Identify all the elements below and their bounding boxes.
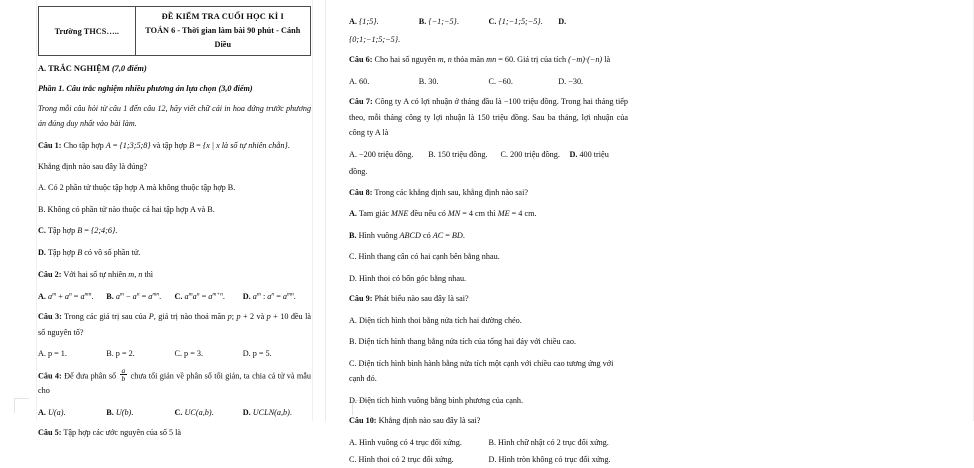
question-3-stem: Câu 3: Trong các giá trị sau của P, giá trị nào thoả mãn p; p + 2 và p + 10 đều là số nguyên tố? <box>38 312 311 337</box>
question-4-stem: Câu 4: Để đưa phân số $\frac{a}{b}$ chưa tối giản về phân số tối giản, ta chia cả tử và mẫu cho <box>38 365 311 396</box>
question-1-stem-line2: Khẳng định nào sau đây là đúng? <box>38 161 148 171</box>
question-10-option-a[interactable]: A. Hình vuông có 4 trục đối xứng. <box>349 437 462 447</box>
question-3-option-c[interactable]: C. p = 3. <box>174 349 204 358</box>
question-7-option-b[interactable]: B. 150 triệu đồng. <box>428 149 488 159</box>
instruction-text: Trong mỗi câu hỏi từ câu 1 đến câu 12, hãy viết chữ cái in hoa đứng trước phương án đúng duy nhất vào bài làm. <box>38 104 311 128</box>
question-9-option-b[interactable]: B. Diện tích hình thang bằng nửa tích của tổng hai đáy với chiều cao. <box>349 337 577 346</box>
exam-title-cell <box>135 7 310 56</box>
exam-title: ĐỀ KIỂM TRA CUỐI HỌC KÌ I <box>161 12 284 21</box>
question-6-option-c[interactable]: C. −60. <box>488 76 513 86</box>
question-3-options <box>38 346 311 362</box>
question-6-number: Câu 6: <box>349 55 373 64</box>
section-label: A. TRẮC NGHIỆM <box>38 64 110 73</box>
question-10-option-c[interactable]: C. Hình thoi có 2 trục đối xứng. <box>349 455 454 464</box>
question-7-option-c[interactable]: C. 200 triệu đồng. <box>500 149 560 159</box>
question-7-option-d-cont[interactable]: đồng. <box>349 167 368 176</box>
question-6-option-a[interactable]: A. 60. <box>349 76 370 86</box>
question-2-option-b[interactable]: B. $a^m - a^n = a^{mn}$. <box>106 290 162 301</box>
question-7-option-d[interactable]: D. 400 triệu <box>569 149 609 159</box>
question-8-option-b[interactable]: B. Hình vuông ABCD có AC = BD. <box>349 230 465 240</box>
question-1-option-c[interactable]: C. Tập hợp B = {2;4;6}. <box>38 226 118 235</box>
question-3-number: Câu 3: <box>38 312 62 321</box>
question-10-stem: Câu 10: Khẳng định nào sau đây là sai? <box>349 416 481 425</box>
column-left <box>0 0 325 438</box>
question-1-option-b[interactable]: B. Không có phần tử nào thuộc cả hai tập hợp A và B. <box>38 204 215 214</box>
question-4-option-b[interactable]: B. U(b). <box>106 407 134 417</box>
question-10-options-row2 <box>349 452 628 468</box>
question-3-option-d[interactable]: D. p = 5. <box>242 349 272 358</box>
question-6-options <box>349 74 628 90</box>
part-heading: Phần 1. Câu trắc nghiệm nhiều phương án lựa chọn (3,0 điểm) <box>38 84 253 93</box>
table-row <box>39 7 311 56</box>
question-8-option-a[interactable]: A. Tam giác MNE đều nếu có MN = 4 cm thì ME = 4 cm. <box>349 209 537 218</box>
question-5-option-b[interactable]: B. {−1;−5}. <box>418 17 459 26</box>
question-9-option-a[interactable]: A. Diện tích hình thoi bằng nửa tích hai đường chéo. <box>349 315 522 325</box>
question-7-stem: Câu 7: Công ty A có lợi nhuận ở tháng đầu là −100 triệu đồng. Trong hai tháng tiếp theo, mỗi tháng công ty lợi nhuận là 150 triệu đồng. Sau ba tháng, lợi nhuận của công ty A là <box>349 97 628 137</box>
question-5-option-c[interactable]: C. {1;−1;5;−5}. <box>488 17 543 26</box>
question-6-stem: Câu 6: Cho hai số nguyên m, n thỏa mãn mn = 60. Giá trị của tích (−m)·(−n) là <box>349 55 611 64</box>
section-points: (7,0 điểm) <box>111 64 147 73</box>
question-7-option-a[interactable]: A. −200 triệu đồng. <box>349 149 414 159</box>
question-2-stem: Câu 2: Với hai số tự nhiên m, n thì <box>38 270 154 279</box>
question-10-option-b[interactable]: B. Hình chữ nhật có 2 trục đối xứng. <box>488 437 609 447</box>
question-1-stem: Câu 1: Cho tập hợp A = {1;3;5;8} và tập hợp B = {x | x là số tự nhiên chẵn}. <box>38 141 290 150</box>
question-9-option-d[interactable]: D. Diện tích hình vuông bằng bình phương của cạnh. <box>349 395 524 405</box>
question-1-number: Câu 1: <box>38 141 62 150</box>
question-1-option-a[interactable]: A. Có 2 phần tử thuộc tập hợp A mà không thuộc tập hợp B. <box>38 183 236 192</box>
question-2-option-d[interactable]: D. $a^m$ : $a^n = a^{mn}$. <box>242 290 296 301</box>
question-8-stem: Câu 8: Trong các khẳng định sau, khẳng định nào sai? <box>349 187 528 197</box>
question-3-option-b[interactable]: B. p = 2. <box>106 349 135 358</box>
question-5-stem: Câu 5: Tập hợp các ước nguyên của số 5 là <box>38 428 182 438</box>
question-6-option-b[interactable]: B. 30. <box>418 76 439 86</box>
question-4-option-a[interactable]: A. U(a). <box>38 407 66 417</box>
question-10-options-row1 <box>349 435 628 451</box>
question-5-option-a[interactable]: A. {1;5}. <box>349 17 379 26</box>
question-4-number: Câu 4: <box>38 370 62 380</box>
question-1-option-d[interactable]: D. Tập hợp B có vô số phần tử. <box>38 247 141 257</box>
question-8-option-d[interactable]: D. Hình thoi có bốn góc bằng nhau. <box>349 273 467 283</box>
question-3-option-a[interactable]: A. p = 1. <box>38 349 67 358</box>
question-4-option-d[interactable]: D. UCLN(a,b). <box>242 407 292 417</box>
column-right <box>325 0 650 464</box>
question-10-option-d[interactable]: D. Hình tròn không có trục đối xứng. <box>488 455 611 464</box>
question-5-option-d-value[interactable]: {0;1;−1;5;−5}. <box>349 34 401 44</box>
exam-header-table <box>38 6 311 56</box>
question-8-number: Câu 8: <box>349 187 373 197</box>
question-9-number: Câu 9: <box>349 294 373 303</box>
question-9-stem: Câu 9: Phát biểu nào sau đây là sai? <box>349 294 469 303</box>
question-4-option-c[interactable]: C. UC(a,b). <box>174 407 214 417</box>
fraction-a-over-b: $\frac{a}{b}$ <box>121 365 126 384</box>
question-5-options <box>349 14 628 30</box>
question-7-options <box>349 147 628 163</box>
question-4-options <box>38 405 311 421</box>
section-heading <box>38 63 311 75</box>
question-7-number: Câu 7: <box>349 97 373 106</box>
question-2-option-a[interactable]: A. $a^m + a^n = a^{mn}$. <box>38 290 94 301</box>
question-6-option-d[interactable]: D. −30. <box>558 76 584 86</box>
question-5-option-d[interactable]: D. <box>558 17 567 26</box>
question-9-option-c[interactable]: C. Diện tích hình bình hành bằng nửa tích một cạnh với chiều cao tương ứng với cạnh đó. <box>349 358 614 383</box>
question-2-options <box>38 289 311 305</box>
exam-subtitle: TOÁN 6 - Thời gian làm bài 90 phút - Cánh Diều <box>145 26 301 49</box>
question-5-number: Câu 5: <box>38 428 62 438</box>
question-8-option-c[interactable]: C. Hình thang cân có hai cạnh bên bằng nhau. <box>349 252 500 261</box>
question-10-number: Câu 10: <box>349 416 377 425</box>
question-2-option-c[interactable]: C. $a^ma^n = a^{m+n}$. <box>174 290 225 301</box>
question-2-number: Câu 2: <box>38 270 62 279</box>
school-cell: Trường THCS….. <box>39 7 136 56</box>
